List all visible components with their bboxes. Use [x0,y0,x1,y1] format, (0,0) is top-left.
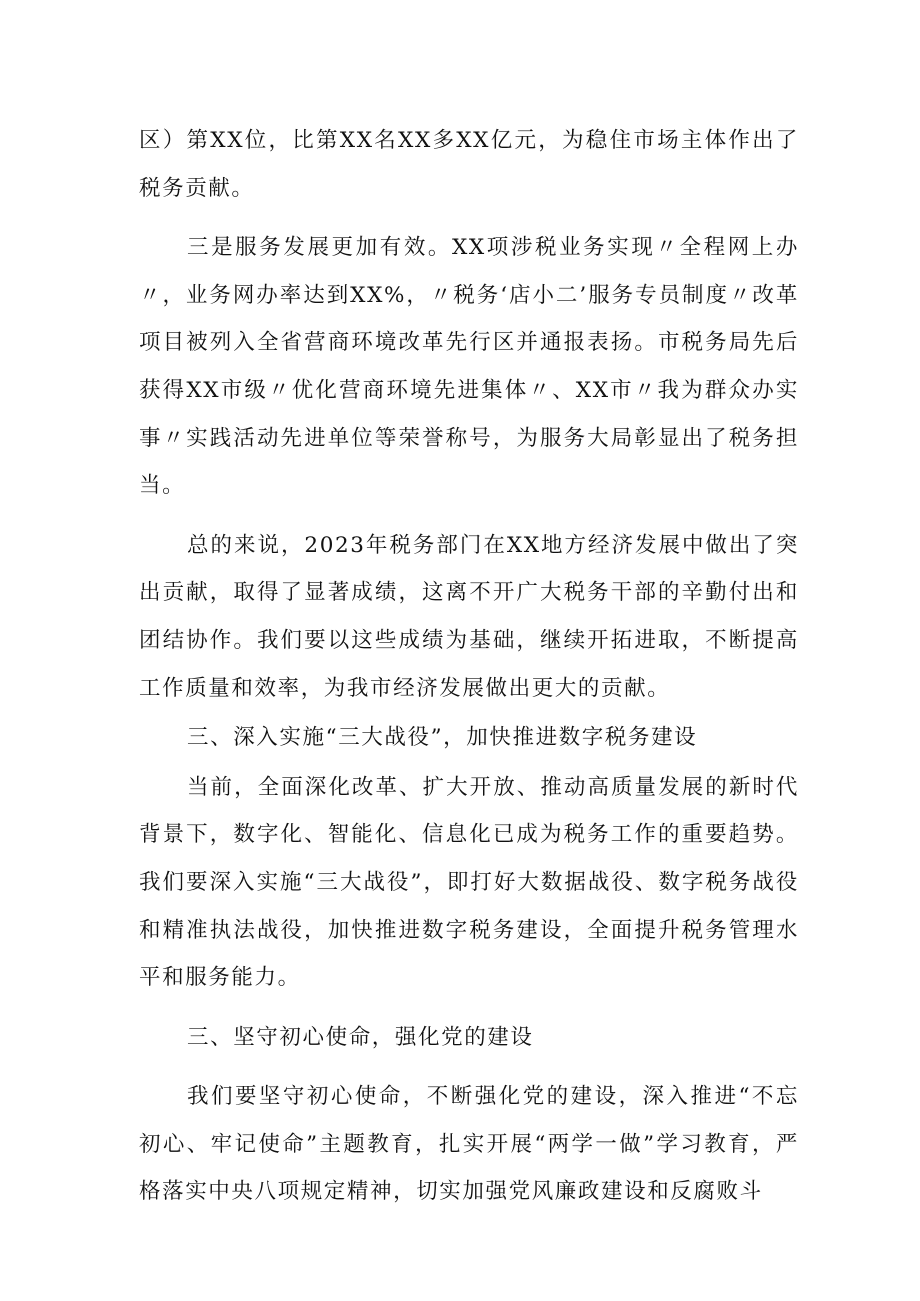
section-heading-three-campaigns: 三、深入实施“三大战役”，加快推进数字税务建设 [187,725,698,751]
section-heading-party-building: 三、坚守初心使命，强化党的建设 [187,1024,534,1050]
paragraph-service-development: 三是服务发展更加有效。XX项涉税业务实现〃全程网上办〃，业务网办率达到XX%，〃税务‘店小二’服务专员制度〃改革项目被列入全省营商环境改革先行区并通报表扬。市税务局先后获得XX市级〃优化营商环境先进集体〃、XX市〃我为群众办实事〃实践活动先进单位等荣誉称号，为服务大局彰显出了税务担当。 [139,235,799,499]
paragraph-summary: 总的来说，2023年税务部门在XX地方经济发展中做出了突出贡献，取得了显著成绩，这离不开广大税务干部的辛勤付出和团结协作。我们要以这些成绩为基础，继续开拓进取，不断提高工作质量和效率，为我市经济发展做出更大的贡献。 [139,532,799,701]
paragraph-party-building: 我们要坚守初心使命，不断强化党的建设，深入推进“不忘初心、牢记使命”主题教育，扎实开展“两学一做”学习教育，严格落实中央八项规定精神，切实加强党风廉政建设和反腐败斗 [139,1084,799,1205]
document-body [139,117,799,1216]
paragraph-digital-tax: 当前，全面深化改革、扩大开放、推动高质量发展的新时代背景下，数字化、智能化、信息化已成为税务工作的重要趋势。我们要深入实施“三大战役”，即打好大数据战役、数字税务战役和精准执法战役，加快推进数字税务建设，全面提升税务管理水平和服务能力。 [139,774,799,991]
paragraph-tax-contribution-end: 区）第XX位，比第XX名XX多XX亿元，为稳住市场主体作出了税务贡献。 [139,128,799,201]
